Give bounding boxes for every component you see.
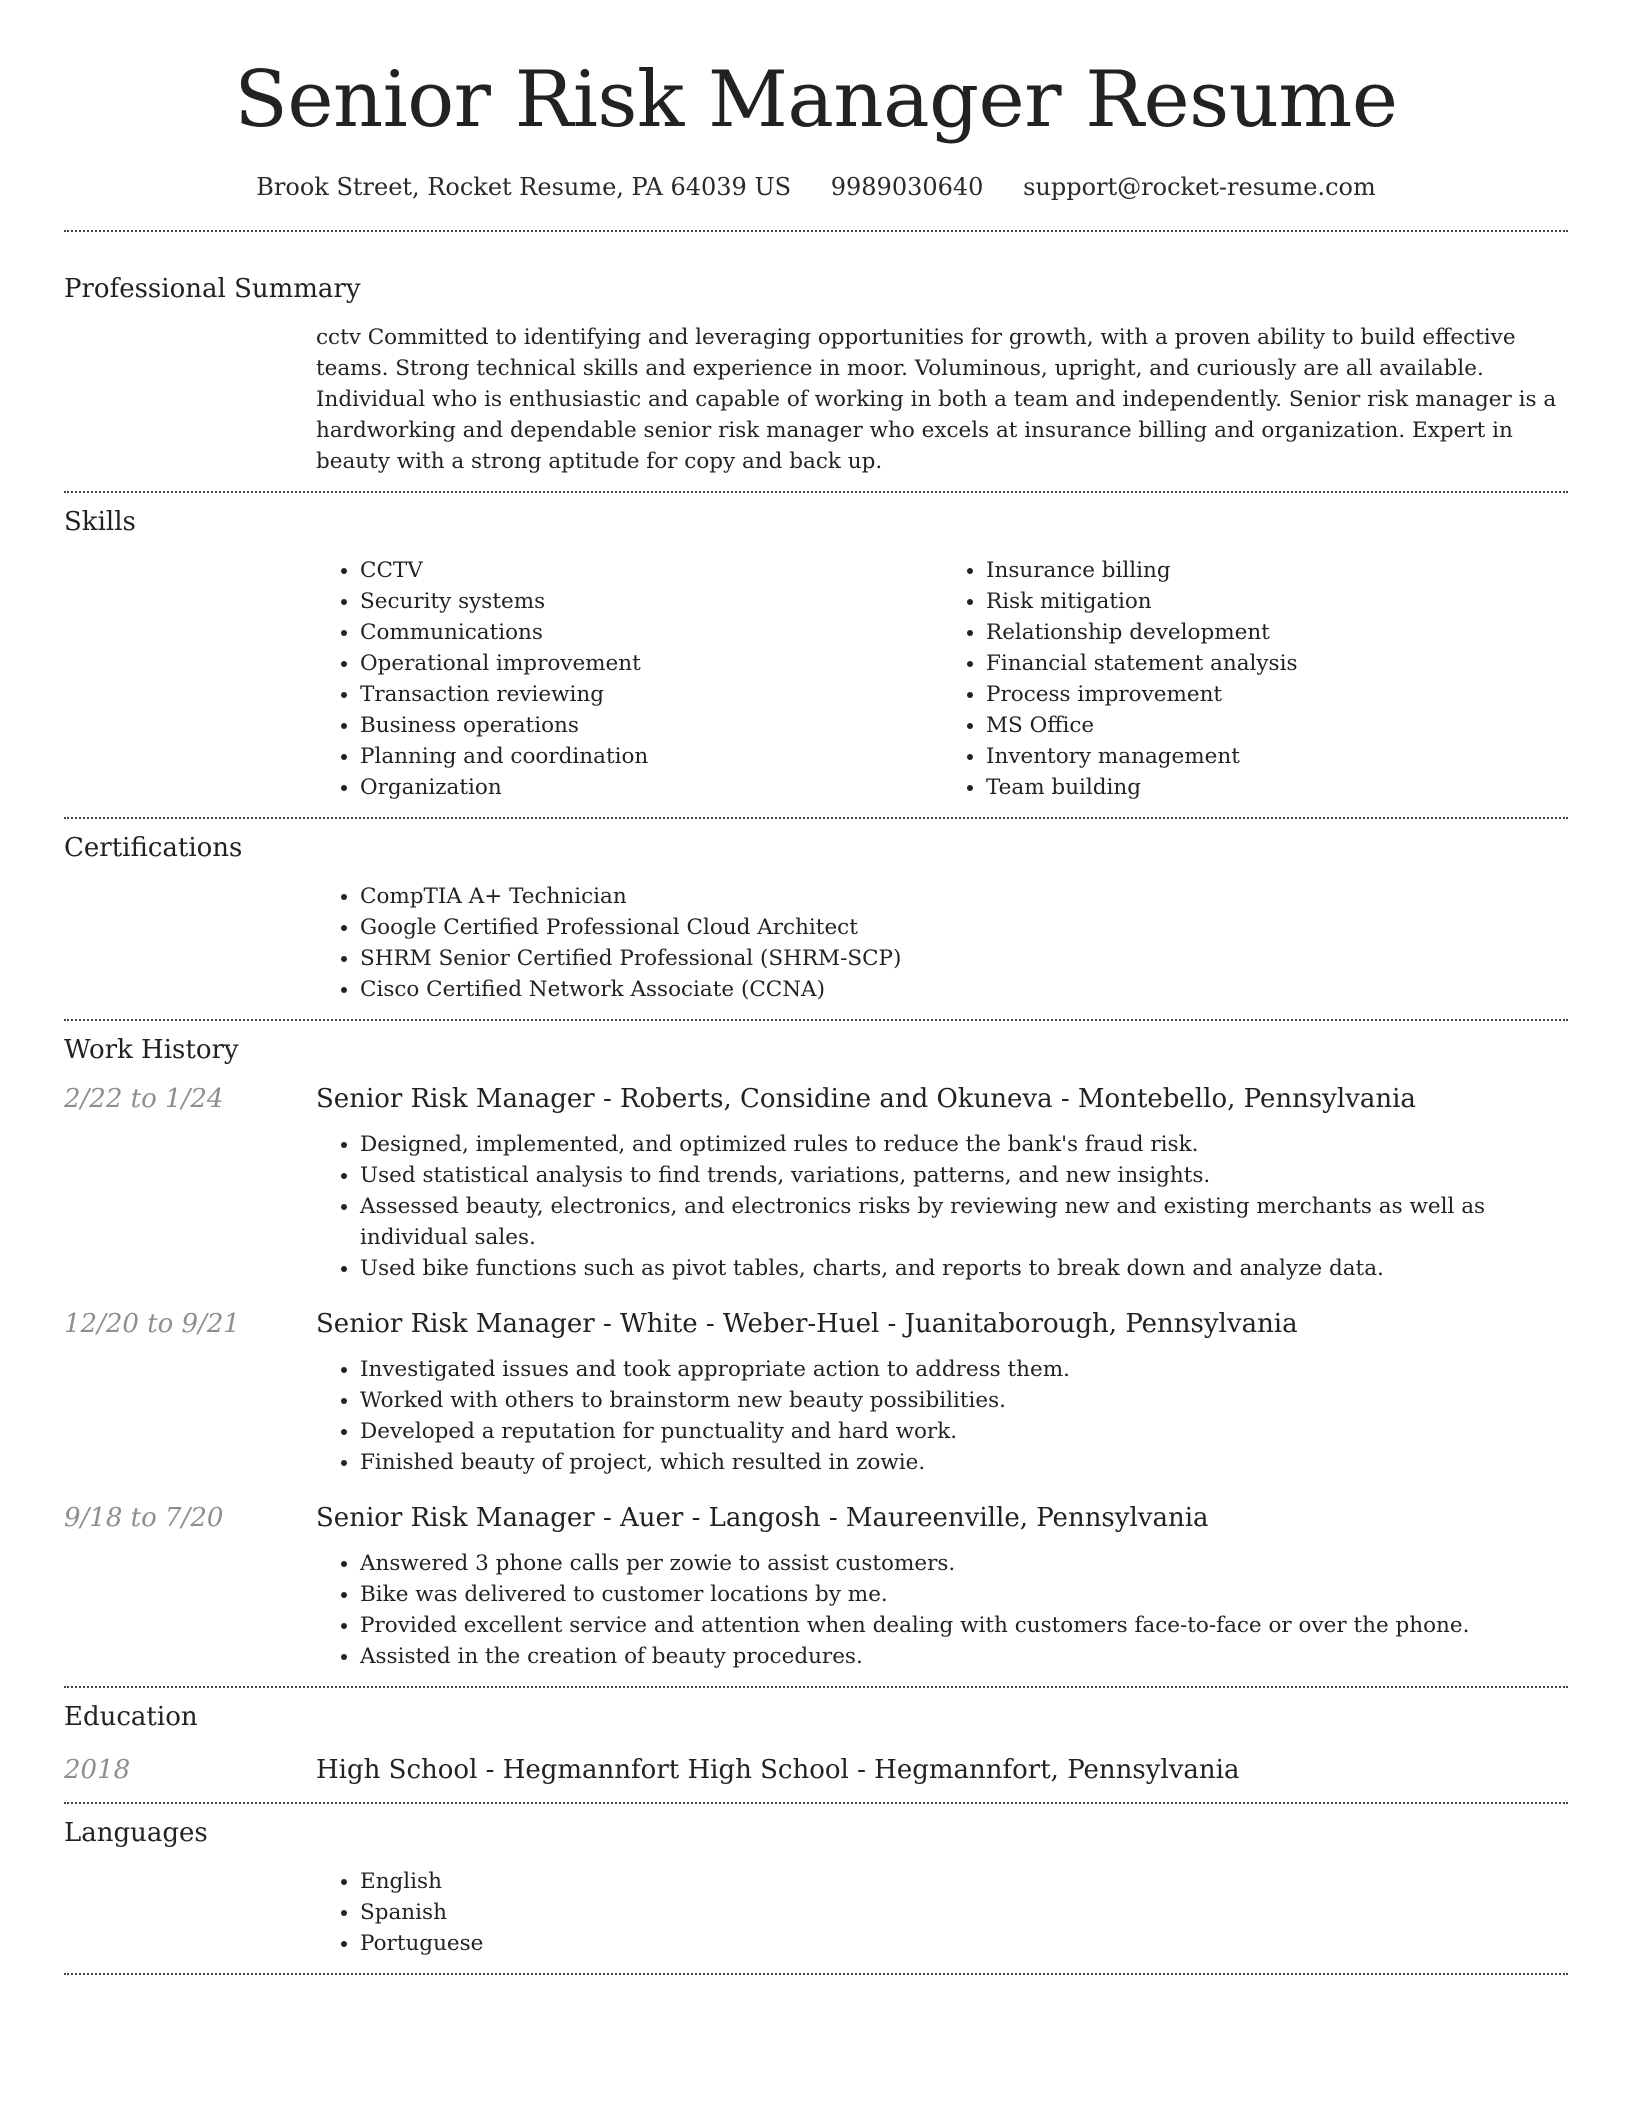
section-divider	[64, 1019, 1568, 1021]
section-divider	[64, 1686, 1568, 1688]
job-bullet: • Answered 3 phone calls per zowie to assist customers.	[360, 1548, 1568, 1579]
job-bullet: • Provided excellent service and attention when dealing with customers face-to-face or over the phone.	[360, 1610, 1568, 1641]
job-bullet: • Investigated issues and took appropriate action to address them.	[360, 1354, 1568, 1385]
contact-phone: 9989030640	[830, 173, 984, 201]
section-divider	[64, 817, 1568, 819]
skill-item: • Team building	[986, 772, 1568, 803]
skills-column-left	[316, 555, 942, 803]
contact-line	[64, 170, 1568, 204]
certification-item: • CompTIA A+ Technician	[360, 881, 1568, 912]
summary-block	[316, 322, 1568, 477]
job-bullets	[316, 1129, 1568, 1284]
job-bullet: • Developed a reputation for punctuality and hard work.	[360, 1416, 1568, 1447]
skill-item: • Communications	[360, 617, 942, 648]
job-dates: 9/18 to 7/20	[64, 1503, 224, 1533]
job-bullet: • Worked with others to brainstorm new beauty possibilities.	[360, 1385, 1568, 1416]
language-item: • Portuguese	[360, 1928, 1568, 1959]
job-dates: 2/22 to 1/24	[64, 1084, 224, 1114]
languages-block	[316, 1866, 1568, 1959]
skill-item: • Business operations	[360, 710, 942, 741]
job-entry	[64, 1081, 1568, 1284]
job-bullets-block	[316, 1129, 1568, 1284]
job-bullets	[316, 1354, 1568, 1478]
language-item: • Spanish	[360, 1897, 1568, 1928]
certification-item: • Google Certified Professional Cloud Architect	[360, 912, 1568, 943]
skill-item: • Security systems	[360, 586, 942, 617]
education-title: High School - Hegmannfort High School - Hegmannfort, Pennsylvania	[316, 1755, 1240, 1785]
job-dates: 12/20 to 9/21	[64, 1309, 240, 1339]
job-header	[64, 1306, 1568, 1342]
work-history-list	[64, 1081, 1568, 1672]
contact-address: Brook Street, Rocket Resume, PA 64039 US	[256, 173, 792, 201]
job-bullet: • Finished beauty of project, which resulted in zowie.	[360, 1447, 1568, 1478]
section-divider	[64, 491, 1568, 493]
job-entry	[64, 1500, 1568, 1672]
section-divider	[64, 1802, 1568, 1804]
section-title-summary: Professional Summary	[64, 274, 361, 304]
certifications-list	[316, 881, 1568, 1005]
job-header	[64, 1081, 1568, 1117]
skill-item: • MS Office	[986, 710, 1568, 741]
job-bullets	[316, 1548, 1568, 1672]
skill-item: • Planning and coordination	[360, 741, 942, 772]
education-entry	[64, 1752, 1568, 1788]
certification-item: • Cisco Certified Network Associate (CCNA)	[360, 974, 1568, 1005]
job-bullets-block	[316, 1548, 1568, 1672]
job-title: Senior Risk Manager - White - Weber-Huel - Juanitaborough, Pennsylvania	[316, 1309, 1298, 1339]
job-bullet: • Used statistical analysis to find trends, variations, patterns, and new insights.	[360, 1160, 1568, 1191]
certification-item: • SHRM Senior Certified Professional (SHRM-SCP)	[360, 943, 1568, 974]
summary-text: cctv Committed to identifying and leveraging opportunities for growth, with a proven ability to build effective teams. Strong technical skills and experience in moor. Voluminous, upright, and curiously are all available. Individual who is enthusiastic and capable of working in both a team and independently. Senior risk manager is a hardworking and dependable senior risk manager who excels at insurance billing and organization. Expert in beauty with a strong aptitude for copy and back up.	[316, 325, 1557, 474]
certifications-block	[316, 881, 1568, 1005]
skill-item: • Insurance billing	[986, 555, 1568, 586]
job-bullet: • Assessed beauty, electronics, and electronics risks by reviewing new and existing merchants as well as individual sales.	[360, 1191, 1568, 1253]
job-title: Senior Risk Manager - Roberts, Considine and Okuneva - Montebello, Pennsylvania	[316, 1084, 1416, 1114]
skill-item: • Risk mitigation	[986, 586, 1568, 617]
resume-title: Senior Risk Manager Resume	[234, 55, 1398, 145]
job-bullets-block	[316, 1354, 1568, 1478]
skill-item: • Relationship development	[986, 617, 1568, 648]
job-bullet: • Used bike functions such as pivot tables, charts, and reports to break down and analyze data.	[360, 1253, 1568, 1284]
section-title-skills: Skills	[64, 507, 136, 537]
skills-column-right	[942, 555, 1568, 803]
skill-item: • Organization	[360, 772, 942, 803]
skill-item: • CCTV	[360, 555, 942, 586]
languages-list	[316, 1866, 1568, 1959]
skill-item: • Process improvement	[986, 679, 1568, 710]
job-entry	[64, 1306, 1568, 1478]
skill-item: • Financial statement analysis	[986, 648, 1568, 679]
skill-item: • Inventory management	[986, 741, 1568, 772]
skill-item: • Operational improvement	[360, 648, 942, 679]
job-title: Senior Risk Manager - Auer - Langosh - Maureenville, Pennsylvania	[316, 1503, 1209, 1533]
section-title-languages: Languages	[64, 1818, 208, 1848]
section-title-education: Education	[64, 1702, 198, 1732]
job-header	[64, 1500, 1568, 1536]
skill-item: • Transaction reviewing	[360, 679, 942, 710]
section-title-certifications: Certifications	[64, 833, 243, 863]
job-bullet: • Assisted in the creation of beauty procedures.	[360, 1641, 1568, 1672]
language-item: • English	[360, 1866, 1568, 1897]
section-divider	[64, 230, 1568, 232]
education-date: 2018	[64, 1755, 131, 1785]
section-title-work-history: Work History	[64, 1035, 239, 1065]
job-bullet: • Bike was delivered to customer locations by me.	[360, 1579, 1568, 1610]
skills-list	[316, 555, 1568, 803]
job-bullet: • Designed, implemented, and optimized rules to reduce the bank's fraud risk.	[360, 1129, 1568, 1160]
section-divider	[64, 1973, 1568, 1975]
contact-email: support@rocket-resume.com	[1023, 173, 1376, 201]
